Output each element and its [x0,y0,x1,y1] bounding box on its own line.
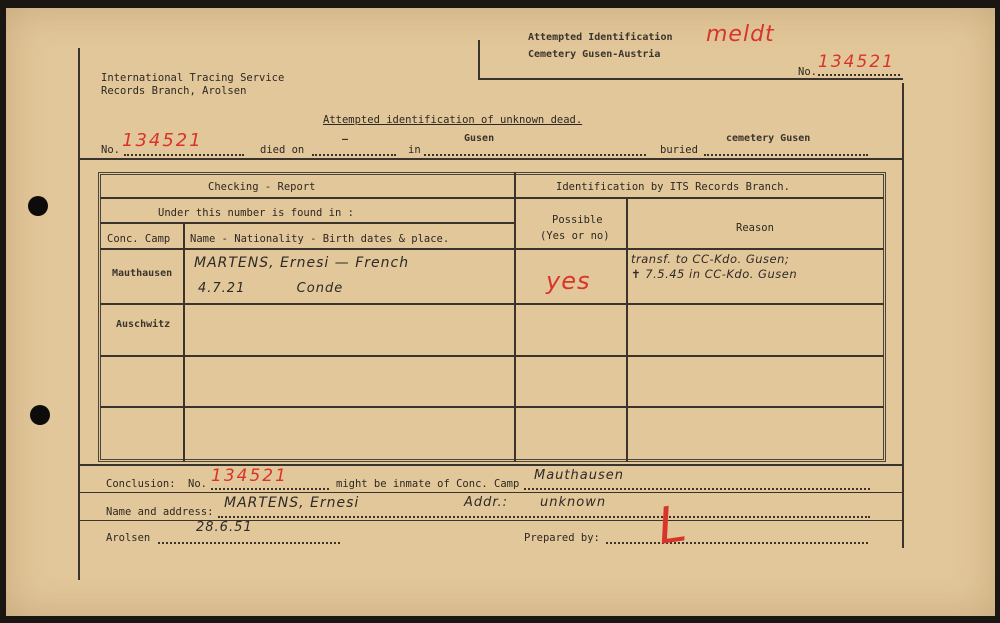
col-header-name: Name - Nationality - Birth dates & place. [190,233,450,245]
info-no-label: No. [101,144,120,156]
info-divider [78,158,904,160]
conclusion-mid-line [78,492,904,493]
id-box-bottom-border [478,78,903,80]
table-hline-row1 [100,303,884,305]
conclusion-top-line [78,464,904,466]
conclusion-label: Conclusion: [106,478,176,490]
meldt-stamp: meldt [706,22,775,47]
agency-line-1: International Tracing Service [101,72,285,84]
punch-hole-bottom [30,405,50,425]
col-header-reason: Reason [736,222,774,234]
name-address-label: Name and address: [106,506,214,518]
prepared-by-dots [606,542,868,544]
place-label: Arolsen [106,532,151,544]
table-hline-header [100,197,884,199]
prepared-by-label: Prepared by: [524,532,600,544]
found-in-header: Under this number is found in : [158,207,354,219]
row1-camp: Mauthausen [112,268,173,279]
preparer-signature: L [654,494,690,556]
info-in-label: in [408,144,421,156]
col-header-possible-sub: (Yes or no) [540,230,610,242]
row2-camp: Auschwitz [116,319,171,330]
table-hline-cols [100,248,884,250]
conclusion-no-label: No. [188,478,207,490]
right-margin-line [902,83,904,548]
agency-line-2: Records Branch, Arolsen [101,85,247,97]
addr-value: unknown [540,495,607,510]
name-address-dots [218,516,870,518]
place-dots [158,542,340,544]
info-died-dots [312,154,396,156]
col-header-camp: Conc. Camp [107,233,171,245]
row1-name-line1: MARTENS, Ernesi — French [194,255,410,271]
row1-name-line2: 4.7.21 Conde [198,281,344,296]
header-no-value: 134521 [818,52,895,72]
info-buried-label: buried [660,144,698,156]
date-value: 28.6.51 [196,520,253,535]
table-vline-3 [183,223,185,462]
conclusion-camp-value: Mauthausen [534,468,624,483]
conclusion-no-value: 134521 [211,466,288,486]
table-hline-found [100,222,516,224]
punch-hole-top [28,196,48,216]
id-box-title: Attempted Identification [528,32,673,43]
conclusion-camp-dots [524,488,870,490]
conclusion-inmate-text: might be inmate of Conc. Camp [336,478,520,490]
page-title: Attempted identification of unknown dead. [323,114,583,126]
conclusion-no-dots [211,488,329,490]
table-vline-1 [514,172,516,462]
info-buried-dots [704,154,868,156]
info-in-dots [424,154,646,156]
id-box-left-border [478,40,480,80]
col-header-possible: Possible [552,214,603,226]
left-margin-line [78,48,80,580]
id-box-subtitle: Cemetery Gusen-Austria [528,49,661,60]
document-card [6,8,995,616]
header-no-label: No. [798,66,817,78]
name-address-value: MARTENS, Ernesi [224,495,360,511]
info-no-value: 134521 [122,130,203,151]
checking-report-header: Checking - Report [208,181,316,193]
row1-possible: yes [546,267,591,295]
table-vline-2 [626,198,628,462]
table-hline-row2 [100,355,884,357]
info-in-value: Gusen [464,133,495,144]
identification-header: Identification by ITS Records Branch. [556,181,790,193]
row1-reason-line2: ✝ 7.5.45 in CC-Kdo. Gusen [631,267,798,281]
info-buried-value: cemetery Gusen [726,133,811,144]
table-hline-row3 [100,406,884,408]
info-died-value: — [342,134,349,145]
info-died-label: died on [260,144,305,156]
info-no-dots [124,154,244,156]
addr-label: Addr.: [464,495,509,510]
header-no-dots [818,74,900,76]
row1-reason-line1: transf. to CC-Kdo. Gusen; [631,252,790,266]
